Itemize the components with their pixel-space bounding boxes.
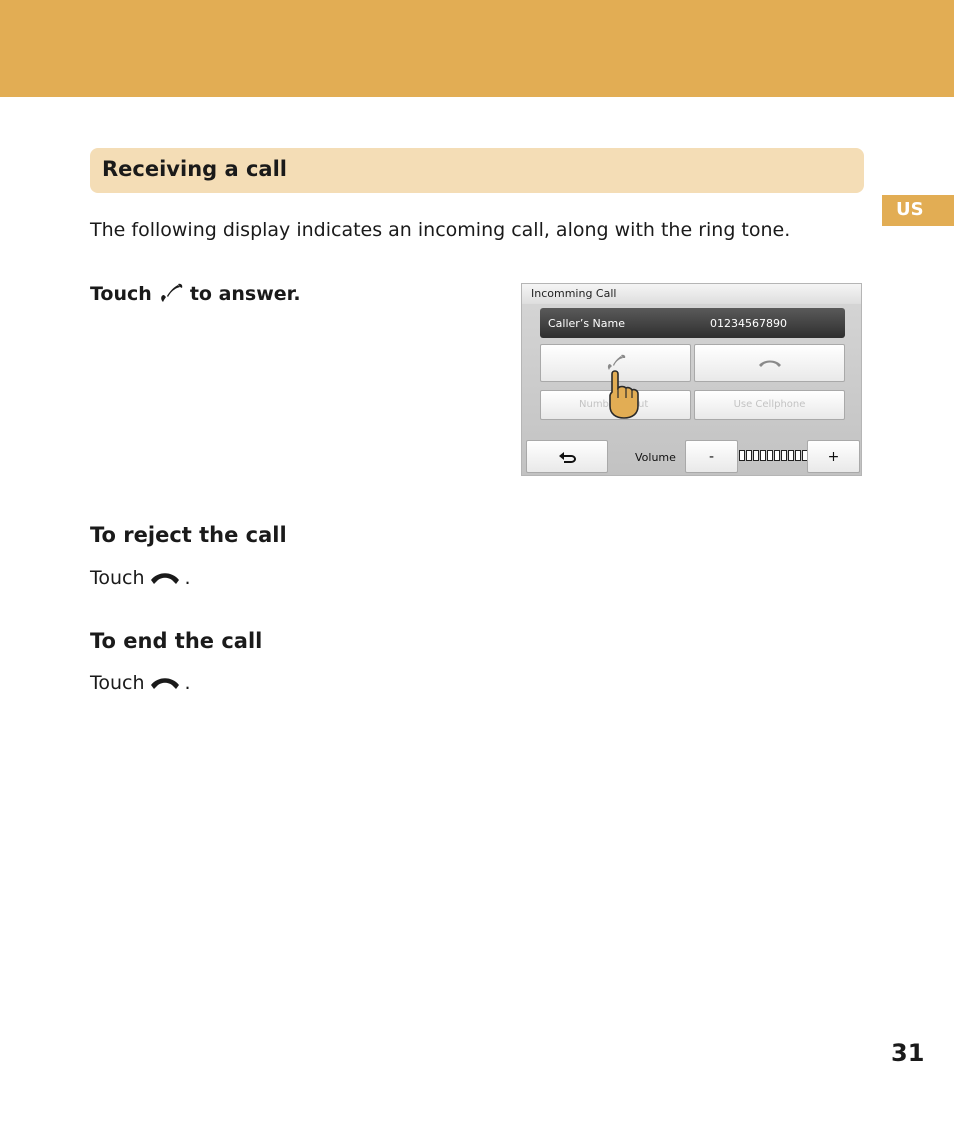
reject-instruction bbox=[90, 567, 191, 589]
volume-segment bbox=[788, 450, 794, 461]
answer-instruction-prefix: Touch bbox=[90, 283, 152, 305]
caller-name: Caller’s Name bbox=[548, 317, 625, 330]
volume-segment bbox=[774, 450, 780, 461]
top-color-band bbox=[0, 0, 954, 97]
page-number: 31 bbox=[891, 1039, 925, 1067]
screen-header bbox=[522, 284, 862, 304]
finger-pointer-icon bbox=[600, 368, 642, 420]
volume-up-button[interactable] bbox=[807, 440, 860, 473]
intro-paragraph: The following display indicates an incoming call, along with the ring tone. bbox=[90, 219, 791, 241]
reject-heading: To reject the call bbox=[90, 523, 287, 547]
end-instruction bbox=[90, 672, 191, 694]
back-arrow-icon bbox=[556, 450, 578, 464]
screen-title: Incomming Call bbox=[531, 287, 617, 300]
phone-hangup-icon bbox=[149, 569, 181, 587]
language-tab-label: US bbox=[896, 199, 924, 220]
section-title: Receiving a call bbox=[102, 157, 287, 181]
phone-answer-icon bbox=[158, 282, 184, 306]
phone-hangup-icon bbox=[757, 356, 783, 370]
volume-segment bbox=[746, 450, 752, 461]
number-input-label: Numb bbox=[579, 399, 609, 410]
volume-label: Volume bbox=[635, 451, 676, 464]
use-cellphone-label: Use Cellphone bbox=[733, 399, 806, 410]
caller-info-bar bbox=[540, 308, 845, 338]
end-heading: To end the call bbox=[90, 629, 263, 653]
volume-down-label: - bbox=[708, 448, 715, 465]
hangup-button[interactable] bbox=[694, 344, 845, 382]
volume-segment bbox=[781, 450, 787, 461]
answer-instruction bbox=[90, 282, 301, 306]
volume-segment bbox=[739, 450, 745, 461]
volume-level-meter bbox=[739, 450, 808, 461]
end-instruction-suffix: . bbox=[184, 672, 191, 694]
volume-segment bbox=[767, 450, 773, 461]
section-header bbox=[90, 148, 864, 193]
volume-segment bbox=[753, 450, 759, 461]
caller-number: 01234567890 bbox=[710, 317, 787, 330]
back-button[interactable] bbox=[526, 440, 608, 473]
reject-instruction-suffix: . bbox=[184, 567, 191, 589]
reject-instruction-prefix: Touch bbox=[90, 567, 145, 589]
volume-up-label: + bbox=[827, 448, 840, 465]
incoming-call-screen bbox=[521, 283, 862, 476]
number-input-label-tail: ut bbox=[638, 399, 649, 410]
use-cellphone-button[interactable] bbox=[694, 390, 845, 420]
answer-instruction-suffix: to answer. bbox=[189, 283, 301, 305]
volume-down-button[interactable] bbox=[685, 440, 738, 473]
phone-hangup-icon bbox=[149, 674, 181, 692]
end-instruction-prefix: Touch bbox=[90, 672, 145, 694]
volume-segment bbox=[795, 450, 801, 461]
volume-segment bbox=[760, 450, 766, 461]
language-tab bbox=[882, 195, 954, 226]
